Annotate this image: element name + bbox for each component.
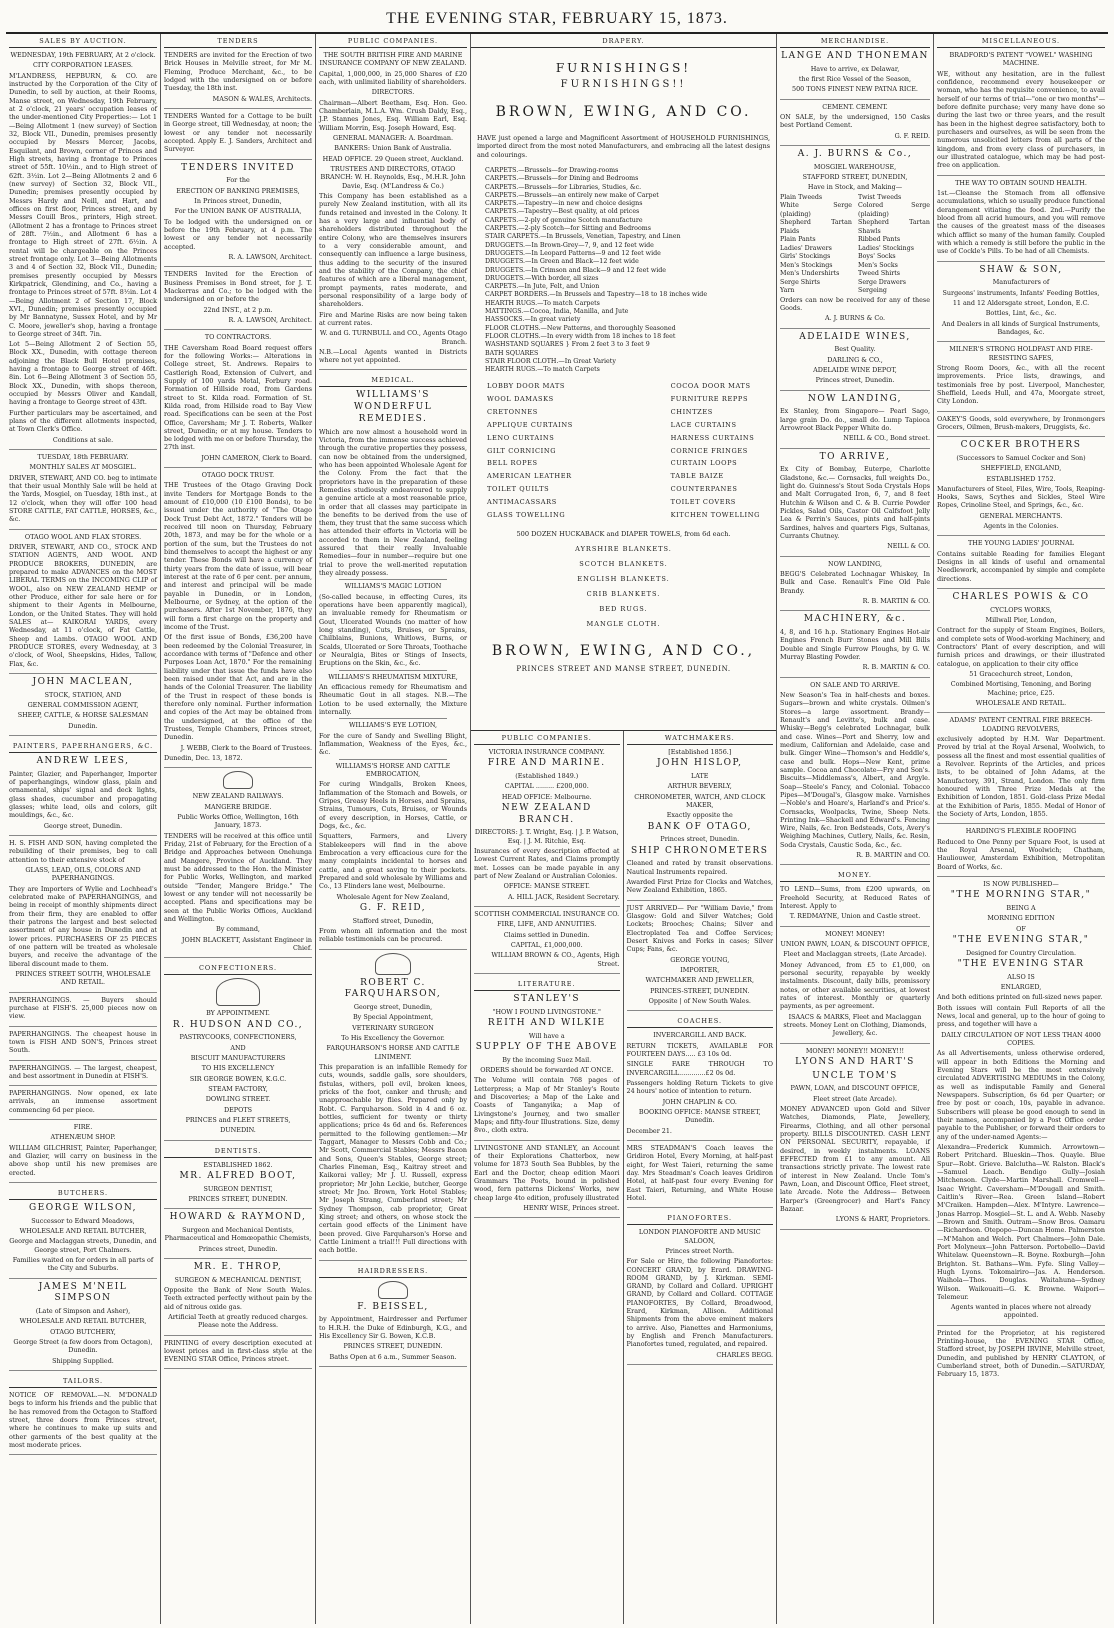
royal-arms-icon [375, 953, 411, 975]
column-7 [934, 34, 1108, 1624]
coat-of-arms-icon [223, 771, 253, 789]
advert: JAMES M'NEIL SIMPSON (Late of Simpson and Asher), WHOLESALE AND RETAIL BUTCHER, OTAGO BUTCHERY, George Street (a few doors from Octagon), Dunedin. Shipping Supplied. [9, 1282, 157, 1371]
section-header: MEDICAL. [319, 373, 467, 387]
list-item: BELL ROPES [487, 459, 538, 468]
list-item: HEARTH RUGS.—To match Carpets [485, 366, 600, 374]
list-item: DRUGGETS.—In Brown-Grey—7, 9, and 12 feet wide [485, 241, 654, 249]
advert: THE SOUTH BRITISH FIRE AND MARINE INSURANCE COMPANY OF NEW ZEALAND. Capital, 1,000,000, in 25,000 Shares of £20 each, with unlimited liability of shareholders. DIRECTORS. Chairman—Albert Beetham, Esq. Hon. Geo. Chamberlain, M.L.A. Wm. Crush Daldy, Esq., J.P. Stannes Jones, Esq. William Earl, Esq. William Morrin, Esq. Joseph Howard, Esq. GENERAL MANAGER: A. Boardman. BANKERS: Union Bank of Australia. HEAD OFFICE. 29 Queen street, Auckland. TRUSTEES AND DIRECTORS, OTAGO BRANCH: W. H. Reynolds, Esq., M.H.R. John Davie, Esq. (M'Landress & Co.) This Company has been established as a purely New Zealand institution, with all its funds retained and invested in the Colony. It has a very large and influential body of shareholders distributed throughout the entire Colony, who are themselves insurers to a very considerable amount, and consequently can influence a large business, thus adding to the security of the insured and the stability of the Company, the chief features of which are a liberal management, prompt payments, rates moderate, and personal responsibility of a large body of shareholders. Fire and Marine Risks are now being taken at current rates. W. and G. TURNBULL and CO., Agents Otago Branch. N.B.—Local Agents wanted in Districts where not yet appointed. [319, 51, 467, 370]
advert: FIRE. ATHENÆUM SHOP. WILLIAM GILCHRIST, Painter, Paperhanger, and Glazier, will carry on business in the above shop until his new premises are erected. [9, 1123, 157, 1183]
column-3 [316, 34, 471, 1624]
advert: GEORGE WILSON, Successor to Edward Meadows, WHOLESALE AND RETAIL BUTCHER, George and Maclaggan streets, Dunedin, and George street, Port Chalmers. Families waited on for orders in all parts of the City and Suburbs. [9, 1203, 157, 1279]
column-6 [777, 34, 934, 1624]
royal-arms-icon [216, 978, 260, 1006]
section-header: PUBLIC COMPANIES. [319, 34, 467, 48]
list-item: HEARTH RUGS.—To match Carpets [485, 299, 600, 307]
advert: ON SALE AND TO ARRIVE. New Season's Tea in half-chests and boxes. Sugars—brown and white crystals. Oilmen's Stores—a large assortment. Brandy—Renault's and Levitte's, bulk and case. Whisky—Begg's celebrated Lochnagar, bulk and case. Wines—Port and Sherry, low and medium, Californian and Adelaide, case and bulk. Ginger Wine—Thomson's and Heddle's, case and bulk. Hops—New Kent, prime sample. Cocoa and Chocolate—Fry and Son's. Biscuits—Middlemass's, Albert, and Argyle. Soap—Steele's Fancy, and Colonial. Tobacco Pipes—M'Dougal's, Glasgow make. Varnishes—Noble's and Hoare's, Harland's and Price's. Cornsacks, Woolpacks, Twine, Sheep Nets. Printing Ink—Shackell and Edward's. Fencing Wire, Nails, &c. Iron Bedsteads, Cots, Avery's Weighing Machines, Cutlery, Nails, &c. Resin, Soda Crystals, Caustic Soda, &c., &c. R. B. MARTIN and CO. [780, 681, 930, 866]
list-item: FLOOR CLOTHS.—New Patterns, and thoroughly Seasoned [485, 324, 676, 332]
advert: ANDREW LEES, Painter, Glazier, and Paperhanger, Importer of paperhangings, window glass, plain and ornamental, ships' signal and deck lights, glass shades, cucumber and propagating glasses; white lead, oils and colors, gilt mouldings, &c., &c. George street, Dunedin. [9, 756, 157, 836]
list-item: FURNITURE REPPS [670, 395, 749, 404]
list-item: LENO CURTAINS [487, 433, 555, 442]
masthead [6, 6, 1108, 34]
advert: OTAGO WOOL AND FLAX STORES. DRIVER, STEWART, AND CO., STOCK AND STATION AGENTS, AND WOOL AND PRODUCE BROKERS, DUNEDIN, are prepared to make ADVANCES on the MOST LIBERAL TERMS on the INCOMING CLIP of WOOL, also on NEW ZEALAND HEMP or other Produce, either for sale here or for shipment to their Agents in Melbourne, London, or the United States. They will hold SALES at— KAIKORAI YARDS, every Wednesday, at 11 o'clock, of Fat Cattle, Sheep and Lambs. OTAGO WOOL AND PRODUCE STORES, every Wednesday, at 3 o'clock, of Wool, Sheepskins, Hides, Tallow, Flax, &c. [9, 533, 157, 674]
list-item: CARPETS.—Brussels—an entirely new make of Carpet [485, 191, 659, 199]
advert: JOHN MACLEAN, STOCK, STATION, AND GENERAL COMMISSION AGENT, SHEEP, CATTLE, & HORSE SALESMAN Dunedin. [9, 677, 157, 736]
list-item: TOILET QUILTS [487, 485, 550, 494]
list-item: MATTINGS.—Cocoa, India, Manilla, and Jute [485, 308, 629, 316]
advert: TUESDAY, 18th FEBRUARY. MONTHLY SALES AT MOSGIEL. DRIVER, STEWART, AND CO. beg to intimate that their usual Monthly Sale will be held at the Yards, Mosgiel, on Tuesday, 18th inst., at 12 o'clock, when they will offer 100 head STORE CATTLE, FAT CATTLE, HORSES, &c., &c. [9, 453, 157, 530]
section-header: HAIRDRESSERS. [319, 1264, 467, 1278]
advert: ADAMS' PATENT CENTRAL FIRE BREECH-LOADING REVOLVERS, exclusively adopted by H.M. War Department. Proved by trial at the Royal Arsenal, Woolwich, to possess all the finest and most essential qualities of a Revolver. Reprints of the Articles, and prices lists, to be obtained of John Adams, at the Manufactory, 391, Strand, London. The only firm honoured with Three Prize Medals at the Exhibition of London, 1851. Gold-class Prize Medal at the Exhibition of Paris, 1855. Medal of Honor of the Society of Arts, London, 1855. [937, 716, 1105, 824]
section-header: MERCHANDISE. [780, 34, 930, 48]
section-header: PUBLIC COMPANIES. [474, 731, 620, 745]
advert: NOW LANDING, Ex Stanley, from Singapore— Pearl Sago, large grain Do. do., small do. Lump Tapioca Arrowroot Black Pepper White do. NEILL & CO., Bond street. [780, 394, 930, 449]
list-item: CRETONNES [487, 408, 538, 417]
advert: CHARLES POWIS & CO CYCLOPS WORKS, Millwall Pier, London, Contract for the supply of Steam Engines, Boilers, and complete sets of Wood-working Machinery, and Contractors' Plant of every description, and will furnish prices and drawings, or their illustrated catalogue, on application to their city office 51 Gracechurch street, London, Combined Mortising, Tenoning, and Boring Machine; price, £25. WHOLESALE AND RETAIL. [937, 592, 1105, 713]
advert: JUST ARRIVED— Per "William Davie," from Glasgow: Gold and Silver Watches; Gold Lockets; Brooches; Chains; Silver and Electroplated Tea and Coffee Services; Desert Knives and Forks in cases; Silver Cups; Fans, &c. GEORGE YOUNG, IMPORTER, WATCHMAKER AND JEWELLER, PRINCES-STREET, DUNEDIN. Opposite | of New South Wales. [627, 904, 774, 1012]
advert: LANGE AND THONEMAN Have to arrive, ex Delawar, the first Rice Vessel of the Season, 500 TONS FINEST NEW PATNA RICE. [780, 51, 930, 100]
advert: MILNER'S STRONG HOLDFAST AND FIRE-RESISTING SAFES, Strong Room Doors, &c., with all the recent improvements. Price lists, drawings, and testimonials free by post. Liverpool, Manchester, Sheffield, Leeds Hull, and 47a, Moorgate street, City London. [937, 345, 1105, 411]
column-2 [161, 34, 316, 1624]
advert: TENDERS Invited for the Erection of Business Premises in Bond street, for J. T. Mackerras and Co.; to be lodged with the undersigned on or before the 22nd INST., at 2 p.m. R. A. LAWSON, Architect. [164, 270, 312, 330]
drapery-advert: FURNISHINGS! FURNISHINGS!! BROWN, EWING, AND CO. HAVE just opened a large and Magnificent Assortment of HOUSEHOLD FURNISHINGS, imported direct from the most noted Manufacturers, and embracing all the latest designs and colourings. CARPETS.—Brussels—for Drawing-rooms CARPETS.—Brussels—for Dining and Bedrooms CARPETS.—Brussels—for Libraries, Studies, &c. CARPETS.—Brussels—an entirely new make of Carpet CARPETS.—Tapestry—in new and choice designs CARPETS.—Tapestry—Best quality, at old prices CARPETS.—2-ply of genuine Scotch manufacture CARPETS.—2-ply Scotch—for Sitting and Bedrooms STAIR CARPETS.—In Brussels, Venetian, Tapestry, and Linen DRUGGETS.—In Brown-Grey—7, 9, and 12 feet wide DRUGGETS.—In Leopard Patterns—9 and 12 feet wide DRUGGETS.—In Green and Black—12 feet wide DRUGGETS.—In Crimson and Black—9 and 12 feet wide DRUGGETS.—With border, all sizes CARPETS.—In Jute, Felt, and Union CARPET BORDERS.—In Brussels and Tapestry—18 to 18 inches wide HEARTH RUGS.—To match Carpets MATTINGS.—Cocoa, India, Manilla, and Jute HASSOCKS.—In great variety FLOOR CLOTHS.—New Patterns, and thoroughly Seasoned FLOOR CLOTHS.—In every width from 18 inches to 18 feet WASHSTAND SQUARES } From 2 feet 3 to 3 feet 9 BATH SQUARES STAIR FLOOR CLOTH.—In Great Variety HEARTH RUGS.—To match Carpets LOBBY DOOR MATS WOOL DAMASKS CRETONNES APPLIQUE CURTAINS LENO CURTAINS GILT CORNICING BELL ROPES AMERICAN LEATHER TOILET QUILTS ANTIMACASSARS GLASS TOWELLING COCOA DOOR MATS FURNITURE REPPS CHINTZES LACE CURTAINS HARNESS CURTAINS CORNICE FRINGES CURTAIN LOOPS TABLE BAIZE COUNTERPANES TOILET COVERS KITCHEN TOWELLING 500 DOZEN HUCKABACK and DIAPER TOWELS, from 6d each. AYRSHIRE BLANKETS. SCOTCH BLANKETS. ENGLISH BLANKETS. CRIB BLANKETS. BED RUGS. MANGLE CLOTH. BROWN, EWING, AND CO., PRINCES STREET AND MANSE STREET, DUNEDIN. [471, 51, 776, 731]
section-header: CONFECTIONERS. [164, 961, 312, 975]
list-item: DRUGGETS.—In Crimson and Black—9 and 12 feet wide [485, 266, 666, 274]
advert: VICTORIA INSURANCE COMPANY. FIRE AND MARINE. (Established 1849.) CAPITAL ......... £200,000. HEAD OFFICE: Melbourne. NEW ZEALAND BRANCH. DIRECTORS: J. T. Wright, Esq. | J. P. Watson, Esq. | J. M. Ritchie, Esq. Insurances of every description effected at Lowest Current Rates, and Claims promptly met. Losses can be made payable in any part of New Zealand or Australian Colonies. OFFICE: MANSE STREET. A. HILL JACK, Resident Secretary. [474, 748, 620, 907]
list-item: AMERICAN LEATHER [487, 472, 572, 481]
advert: BRADFORD'S PATENT "VOWEL" WASHING MACHINE. WE, without any hesitation, are in the fullest confidence, recommend every housekeeper or woman, who has the requisite convenience, to avail herself of our terms of trial—"one or two months"—before definite purchase; very many have done so during the last two or three years, and the result has been in the highest degree satisfactory, both to purchasers and ourselves, as will be seen from the numerous unsolicited letters from all parts of the kingdom, and from every class of purchasers, in our illustrated catalogue, which may be had post-free on application. [937, 51, 1105, 176]
carpet-list [477, 165, 770, 376]
advert: HOWARD & RAYMOND, Surgeon and Mechanical Dentists, Pharmaceutical and Homœopathic Chemists, Princes street, Dunedin. [164, 1212, 312, 1259]
section-header: WATCHMAKERS. [627, 731, 774, 745]
list-item: STAIR CARPETS.—In Brussels, Venetian, Tapestry, and Linen [485, 233, 681, 241]
imprint: Printed for the Proprietor, at his registered Printing-house, the EVENING STAR Office, Stafford street, by JOSEPH IRVINE, Melville street, Dunedin, and published by HENRY CLAYTON, of Cumberland street, both of Dunedin.—SATURDAY, February 15, 1873. [937, 1328, 1105, 1379]
list-item: TOILET COVERS [670, 498, 736, 506]
advert: CEMENT. CEMENT. ON SALE, by the undersigned, 150 Casks best Portland Cement. G. F. REID. [780, 103, 930, 146]
advert: [Established 1856.] JOHN HISLOP, LATE ARTHUR BEVERLY, CHRONOMETER, WATCH, AND CLOCK MAKER, Exactly opposite the BANK OF OTAGO, Princes street, Dunedin. SHIP CHRONOMETERS Cleaned and rated by transit observations. Nautical Instruments repaired. Awarded First Prize for Clocks and Watches, New Zealand Exhibition, 1865. [627, 748, 774, 901]
section-header: COACHES. [627, 1014, 774, 1028]
advert: INVERCARGILL AND BACK. RETURN TICKETS, AVAILABLE FOR FOURTEEN DAYS..... £3 10s 0d. SINGLE FARE THROUGH TO INVERCARGILL.............£2 0s 0d. Passengers holding Return Tickets to give 24 hours' notice of intention to return. JOHN CHAPLIN & CO. BOOKING OFFICE: MANSE STREET, Dunedin. December 21. [627, 1031, 774, 1141]
advert: ADELAIDE WINES, Best Quality. DARLING & CO., ADELAIDE WINE DEPOT, Princes street, Dunedin. [780, 332, 930, 391]
list-item: CARPETS.—Brussels—for Libraries, Studies, &c. [485, 183, 642, 191]
column-4-5 [471, 34, 777, 1624]
advert: TO CONTRACTORS. THE Caversham Road Board request offers for the following Works:— Alterations in College street, St. Andrews. Repairs to Castlerigh Road, Extension of Culvert, and Supply of 100 yards Metal, Forbury road. Formation of Hillside road, from Gardens street to St. Kilda road. Formation of St. Kilda road, from Hillside road to Bay View road. Specifications can be seen at the Post Office, Caversham; Mr J. T. Roberts, Walker street, Dunedin; or at my house. Tenders to be lodged with me on or before Thursday, the 27th inst. JOHN CAMERON, Clerk to Board. [164, 333, 312, 468]
section-header: LITERATURE. [474, 977, 620, 991]
advert: THE YOUNG LADIES' JOURNAL Contains suitable Reading for families Elegant Designs in all kinds of useful and ornamental Needlework, accompanied by simple and complete directions. [937, 539, 1105, 589]
list-item: HASSOCKS.—In great variety [485, 316, 581, 324]
list-item: DRUGGETS.—In Green and Black—12 feet wide [485, 258, 639, 266]
list-item: WASHSTAND SQUARES } From 2 feet 3 to 3 feet 9 [485, 341, 650, 349]
advert: MACHINERY, &c. 4, 8, and 16 h.p. Stationary Engines Hot-air Engines French Burr Stones and Mill Bills Double and Single Furrow Ploughs, by G. W. Murray Blasting Powder. R. B. MARTIN & CO. [780, 614, 930, 677]
advert: SCOTTISH COMMERCIAL INSURANCE CO. FIRE, LIFE, AND ANNUITIES. Claims settled in Dunedin. CAPITAL, £1,000,000. WILLIAM BROWN & CO., Agents, High Street. [474, 910, 620, 974]
advert: NOW LANDING, BEGG'S Celebrated Lochnagar Whiskey, In Bulk and Case. Renault's Fine Old Pale Brandy. R. B. MARTIN & CO. [780, 560, 930, 612]
advert: OAKEY'S Goods, sold everywhere, by Ironmongers Grocers, Oilmen, Brush-makers, Druggists, &c. [937, 415, 1105, 438]
list-item: HARNESS CURTAINS [670, 433, 755, 442]
advert: WILLIAMS'S WONDERFUL REMEDIES. Which are now almost a household word in Victoria, from the immense success achieved through the curative properties they possess, can now be obtained from the undersigned, who has been appointed Wholesale Agent for the Colony. From the fact that the proprietors have in the preparation of these Remedies studiously endeavoured to supply a genuine article at a most reasonable price, in order that all classes may participate in the benefits to be derived from the use of them, they trust that the same success which has attended their efforts in Victoria will be accorded to them in New Zealand, feeling assured that their really Invaluable Remedies—four in number—require but one trial to prove the well-merited reputation they already possess. WILLIAMS'S MAGIC LOTION (So-called because, in effecting Cures, its operations have been apparently magical), an invaluable remedy for Rheumatism or Gout, Ulcerated Wounds (no matter of how long standing), Cuts, Bruises, or Sprains, Chilblains, Bunions, Whitlows, Burns, or Scalds, Ulcerated or Sore Throats, Toothache or Neuralgia, Bites or Stings of Insects, Eruptions on the Skin, &c., &c. WILLIAMS'S RHEUMATISM MIXTURE, An efficacious remedy for Rheumatism and Rheumatic Gout in all stages. N.B.—The Lotion to be used externally, the Mixture internally. WILLIAMS'S EYE LOTION, For the cure of Sandy and Swelling Blight, Inflammation, Weakness of the Eyes, &c., &c. WILLIAMS'S HORSE AND CATTLE EMBROCATION, For curing Windgalls, Broken Knees, Inflammation of the Stomach and Bowels, or Gripes, Greasy Heels in Horses, and Sprains, Strains, Tumours, Cuts, Bruises, or Wounds of every description, in Horses, Cattle, or Dogs, &c., &c. Squatters, Farmers, and Livery Stablekeepers will find in the above Embrocation a very efficacious cure for the many complaints incidental to horses and cattle, and a great saving to their pockets. Prepared and sold wholesale by Williams and Co., 13 Flinders lane west, Melbourne. Wholesale Agent for New Zealand, G. F. REID, Stafford street, Dunedin, From whom all information and the most reliable testimonials can be procured. [319, 390, 467, 949]
list-item: CHINTZES [670, 408, 713, 417]
list-item: COUNTERPANES [670, 485, 738, 494]
advert: PAPERHANGINGS. — Buyers should purchase at FISH'S. 25,000 pieces now on view. [9, 996, 157, 1027]
advert: A. J. BURNS & Co., MOSGIEL WAREHOUSE, STAFFORD STREET, DUNEDIN, Have in Stock, and Making— Plain Tweeds White Serge (plaiding) Shepherd Tartan Plaids Plain Pants Ladies' Drawers Girls' Stockings Men's Stockings Men's Undershirts Serge Shirts Yarn Twist Tweeds Colored Serge (plaiding) Shepherd Tartan Shawls Ribbed Pants Ladies' Stockings Boys' Socks Men's Socks Tweed Shirts Serge Drawers Sergeing Orders can now be received for any of these Goods. A. J. BURNS & Co. [780, 149, 930, 329]
lower-subcolumns [471, 731, 776, 1624]
list-item: CURTAIN LOOPS [670, 459, 738, 468]
advert: MONEY! MONEY!! MONEY!!! LYONS AND HART'S UNCLE TOM'S PAWN, LOAN, and DISCOUNT OFFICE, Fleet street (late Arcade). MONEY ADVANCED upon Gold and Silver Watches, Diamonds, Plate, Jewellery, Firearms, Clothing, and all other personal property. BILLS DISCOUNTED. CASH LENT ON PERSONAL SECURITY, repayable, if desired, in weekly instalments. LOANS EFFECTED from £1 to any amount. All transactions strictly private. The lowest rate of interest in New Zealand. Uncle Tom's Pawn, Loan, and Discount Office, Fleet street, late Arcade. Note the Address— Between Harper's (Greengrocer) and Hart's Fancy Bazaar. LYONS & HART, Proprietors. [780, 1047, 930, 1230]
advert: OTAGO DOCK TRUST. THE Trustees of the Otago Graving Dock invite Tenders for Mortgage Bonds to the amount of £10,000 (10 £100 Bonds), to be issued under the authority of "The Otago Dock Trust Debt Act, 1872." Tenders will be received till noon on Thursday, February 20th, 1873, and may be for the whole or a portion of the sum, but the Trustees do not bind themselves to accept the highest or any tender. These Bonds will have a currency of thirty years from the date of issue, will bear interest at the rate of 6 per cent. per annum, and interest and principal will be made payable in Dunedin, or in London, Melbourne, or Sydney, at the option of the purchasers. After 1st November, 1876, they will form a first charge on the property and income of the Trust. Of the first issue of Bonds, £36,200 have been redeemed by the Colonial Treasurer, in accordance with terms of "Defence and other Purposes Loan Act, 1870." For the remaining liability under that issue the funds have also been raised under that Act, and are in the hands of the Colonial Treasurer. The liability of the Trust in respect of these bonds is therefore only nominal. Further information and copies of the Act may be obtained from the undersigned, at the office of the Trustees, Temple Chambers, Princes street, Dunedin. J. WEBB, Clerk to the Board of Trustees. Dunedin, Dec. 13, 1872. [164, 471, 312, 768]
list-item: COCOA DOOR MATS [670, 382, 751, 391]
list-item: TABLE BAIZE [670, 472, 724, 481]
list-item: GLASS TOWELLING [487, 510, 566, 519]
section-header: DRAPERY. [471, 34, 776, 48]
list-item: APPLIQUE CURTAINS [487, 420, 573, 429]
advert: LIVINGSTONE AND STANLEY, an Account of their Explorations Chatterbox, new volume for 1873 South Sea Bubbles, by the Earl and the Doctor, cheap edition Maori Grammars The Poets, bound in polished wood, fern patterns Dickens' Works, new cheap large 4to edition, profusely illustrated HENRY WISE, Princes street. [474, 1144, 620, 1219]
list-item: MANGLE CLOTH. [586, 620, 661, 629]
advert: SHAW & SON, Manufacturers of Surgeons' instruments, Infants' Feeding Bottles, 11 and 12 Aldersgate street, London, E.C. Bottles, Lint, &c., &c. And Dealers in all kinds of Surgical Instruments, Bandages, &c. [937, 265, 1105, 343]
advert: LONDON PIANOFORTE AND MUSIC SALOON, Princes street North. For Sale or Hire, the following Pianofortes: CONCERT GRAND, by Erard. DRAWING-ROOM GRAND, by J. Kirkman. SEMI-GRAND, by Collard and Collard. UPRIGHT GRAND, by Collard and Collard. COTTAGE PIANOFORTES, By Collard, Broadwood, Erard, Kirkman, Allison. Additional Shipments from the above eminent makers to arrive. Also, Pianettes and Harmoniums, by English and French Manufacturers. Pianofortes tuned, regulated, and repaired. CHARLES BEGG. [627, 1228, 774, 1365]
advert: STANLEY'S "HOW I FOUND LIVINGSTONE." REITH AND WILKIE Will have a SUPPLY OF THE ABOVE By the incoming Suez Mail. ORDERS should be forwarded AT ONCE. The Volume will contain 768 pages of Letterpress; a Map of Mr Stanley's Route and Discoveries; a Map of the Lake and Coasts of Tanganyika; a Map of Livingstone's Journey, and two smaller Maps; and fifty-four Illustrations. Size, demy 8vo., cloth extra. [474, 994, 620, 1141]
list-item: FLOOR CLOTHS.—In every width from 18 inches to 18 feet [485, 332, 676, 340]
advert: PAPERHANGINGS. The cheapest house in town is FISH AND SON'S, Princes street South. [9, 1030, 157, 1061]
advert: PAPERHANGINGS. Now opened, ex late arrivals, an immense assortment commencing 6d per piece. [9, 1089, 157, 1120]
advert: BY APPOINTMENT. R. HUDSON AND CO., PASTRYCOOKS, CONFECTIONERS, AND BISCUIT MANUFACTURERS TO HIS EXCELLENCY SIR GEORGE BOWEN, K.G.C. STEAM FACTORY, DOWLING STREET. DEPOTS PRINCES and FLEET STREETS, DUNEDIN. [164, 978, 312, 1140]
advert: ESTABLISHED 1862. MR. ALFRED BOOT, SURGEON DENTIST, PRINCES STREET, DUNEDIN. [164, 1161, 312, 1210]
advert: TO LEND—Sums, from £200 upwards, on Freehold Security, at Reduced Rates of Interest. Apply to T. REDMAYNE, Union and Castle street. [780, 885, 930, 926]
advert: NEW ZEALAND RAILWAYS. MANGERE BRIDGE. Public Works Office, Wellington, 16th January, 1873. TENDERS will be received at this office until Friday, 21st of February, for the Erection of a Bridge and Approaches between Onehunga and Mangere, Province of Auckland. They must be addressed to the Hon. the Minister for Public Works, Wellington, and marked outside "Tender, Mangere Bridge." The lowest or any tender will not necessarily be accepted. Plans and specifications may be seen at the Public Works Offices, Auckland and Wellington. By command, JOHN BLACKETT, Assistant Engineer in Chief. [164, 771, 312, 958]
list-item: BED RUGS. [599, 605, 648, 614]
advert: MRS STEADMAN'S Coach leaves the Gridiron Hotel, Every Morning, at half-past eight, for West Taieri, returning the same day. Mrs Steadman's Coach leaves Gridiron Hotel, at half-past four every Evening for East Taieri, Returning, and White House Hotel. [627, 1144, 774, 1208]
section-header: DENTISTS. [164, 1144, 312, 1158]
advert: PRINTING of every description executed at lowest prices and in first-class style at the EVENING STAR Office, Princes street. [164, 1339, 312, 1370]
list-item: STAIR FLOOR CLOTH.—In Great Variety [485, 357, 616, 365]
list-item: AYRSHIRE BLANKETS. [575, 544, 672, 553]
section-header: MONEY. [780, 868, 930, 882]
column-4-lower [471, 731, 624, 1624]
advert: NOTICE OF REMOVAL.—N. M'DONALD begs to inform his friends and the public that he has removed from the Octagon to Stafford street, three doors from Princes street, where he continues to make up suits and other garments of the best quality at the most moderate prices. [9, 1391, 157, 1455]
list-item: SCOTCH BLANKETS. [579, 559, 668, 568]
list-item: CARPETS.—Tapestry—in new and choice designs [485, 200, 643, 208]
advert: IS NOW PUBLISHED— "THE MORNING STAR," BEING A MORNING EDITION OF "THE EVENING STAR," Designed for Country Circulation. "THE EVENING STAR ALSO IS ENLARGED, And both editions printed on full-sized news paper. Both issues will contain Full Reports of all the News, local and general, up to the hour of going to press, and together will have a DAILY CIRCULATION OF NOT LESS THAN 4000 COPIES. As all Advertisements, unless otherwise ordered, will appear in both Editions the Morning and Evening Stars will be the most extensively circulated ADVERTISING MEDIUMS in the Colony, as well as indisputable Family and General Newspapers. Subscription, 6s 6d per Quarter; or free by post or coach, 10s, payable in advance. Subscribers will please be good enough to send in their names, accompanied by a Post Office order payable to the Publisher, or forward their orders to any of the under-named Agents:— Alexandra—Frederick Kummich. Arrowtown—Robert Pritchard. Blueskin—Thos. Quayle. Blue Spur—Robt. Grieve. Balclutha—W. Ralston. Black's—Samuel Leach. Bendigo Gully—Josiah Mitchenson. Clyde—Martin Marshall. Cromwell—Isaac Wright. Caversham—M'Dougall and Smith. Caitlin's River—Rea. Green Island—Robert M'Craiken. Hampden—Alex. M'Intyre. Lawrence—Jonas Harrop. Mosgiel—St. L. and A. Webb. Naseby—Brown and Smith. Outram—Snow Bros. Oamaru—Richardson. Otepopo—Duncan Home. Palmerston—M'Mahon and Welch. Port Chalmers—John Dale. Port Molyneux—John Patterson. Portobello—David Whitelaw. Queenstown—R. Boyne. Roxburgh—John Brighton. St. Bathans—Wm. Fyfe. Sling Valley—Hugh Lyons. Tokomairiro—Jas. A. Henderson. Waihola—Thos. Douglas. Waitahuna—Sydney Wilson. Waikouaiti—G. K. Browne. Waipori—Telemeur. Agents wanted in places where not already appointed. [937, 880, 1105, 1326]
list-item: CARPETS.—In Jute, Felt, and Union [485, 283, 600, 291]
advert: F. BEISSEL, by Appointment, Hairdresser and Perfumer to H.R.H. the Duke of Edinburgh, K.G., and His Excellency Sir G. Bowen, K.C.B. PRINCES STREET, DUNEDIN. Baths Open at 6 a.m., Summer Season. [319, 1281, 467, 1367]
list-item: ENGLISH BLANKETS. [577, 575, 670, 583]
section-header: PIANOFORTES. [627, 1211, 774, 1225]
advert: WEDNESDAY, 19th FEBRUARY, At 2 o'clock. CITY CORPORATION LEASES. M'LANDRESS, HEPBURN, & CO. are instructed by the Corporation of the City of Dunedin, to sell by auction, at their Rooms, Manse street, on Wednesday, 19th February, at 2 o'clock, 21 years' occupation leases of the under-mentioned City Properties:— Lot 1—Being Allotment 1 (new survey) of Section 32, Block VII., Dunedin, premises presently occupied by Messrs Mercer, Jacobs, Esquilant, and Brown, corner of Princes and High streets, having a frontage to Princes street of 55ft. 10½in., and to High street of 62ft. 3½in. Lot 2—Being Allotments 2 and 6 (new survey) of Section 32, Block VII., Dunedin; premises presently occupied by Messrs Hardy and Neill, and Hart, and offices on first floor, Princes street, and by Messrs Couill Bros., printers, High street. (Allotment 2 has a frontage to Princes street of 28ft. 7½in., and Allotment 6 has a frontage to High street of 27ft. 6½in. A rental will be chargeable on the Princes street frontage only. Lot 3—Being Allotments 3 and 4 of Section 32, Block VII., Dunedin; premises presently occupied by Messrs Kirkpatrick, Glendining, and Co., having a frontage to Princes street of 57ft. 8½in. Lot 4—Being Allotment 2 of Section 17, Block XVI., Dunedin; premises presently occupied by Mr Bannatyne, Sussex Hotel, and by Mr C. Moore, jeweller's shop, having a frontage to George street of 34ft. 7in. Lot 5—Being Allotment 2 of Section 55, Block XX., Dunedin, with cottage thereon adjoining the Black Bull Hotel premises, having a frontage to George street of 46ft. 8in. Lot 6—Being Allotment 3 of Section 55, Block XX., Dunedin, with shops thereon, occupied by Messrs Oliver and Kandall, having a frontage to George street of 43ft. Further particulars may be ascertained, and plans of the different allotments inspected, at Town Clerk's Office. Conditions at sale. [9, 51, 157, 450]
advert: ROBERT C. FARQUHARSON, George street, Dunedin, By Special Appointment, VETERINARY SURGEON To His Excellency the Governor. FARQUHARSON'S HORSE AND CATTLE LINIMENT. This preparation is an infallible Remedy for cuts, wounds, saddle galls, sore shoulders, fistulas, withers, poll evil, broken knees, pricks of the foot, canker and thrush; and unapproachable by flies. Prepared only by Robt. C. Farquharson. Sold in 4 and 6 oz. bottles, sufficient for twenty or thirty applications; price 4s 6d and 6s. References permitted to the following gentlemen:—Mr Taggart, Manager to Messrs Cobb and Co.; Mr Scott, Commercial Stables; Messrs Bacon and Sons, Queen's Stables, George street; Charles Fineman, Esq., Kaitray street and Kaikorai valley; Mr J. U. Russell, express proprietor; Mr John Leckie, butcher, George street; Mr Jno. Brown, York Hotel Stables; Mr Joseph Strang, Cumberland street; Mr Sydney Thompson, cab proprietor, Great King street; and others, on whose stock the certain good effects of the Liniment have been proved. Give Farquharson's Horse and Cattle Liniment a trial!!! Full directions with each bottle. [319, 953, 467, 1261]
royal-arms-icon [378, 1281, 408, 1299]
section-header: TENDERS [164, 34, 312, 48]
section-header: MISCELLANEOUS. [937, 34, 1105, 48]
advert: TENDERS are invited for the Erection of two Brick Houses in Melville street, for Mr M. Fleming, Produce Merchant, &c., to be lodged with the undersigned on or before Tuesday, the 18th inst. MASON & WALES, Architects. [164, 51, 312, 109]
column-1 [6, 34, 161, 1624]
list-item: CARPETS.—Brussels—for Dining and Bedrooms [485, 175, 639, 183]
list-item: KITCHEN TOWELLING [670, 510, 760, 519]
section-header: PAINTERS, PAPERHANGERS, &C. [9, 739, 157, 753]
list-item: ANTIMACASSARS [487, 498, 557, 506]
section-header: SALES BY AUCTION. [9, 34, 157, 48]
advert: TENDERS Wanted for a Cottage to be built in George street, till Wednesday, at noon; the lowest or any tender not necessarily accepted. Apply E. J. Sanders, Architect and Surveyor. [164, 112, 312, 160]
list-item: CRIB BLANKETS. [586, 590, 661, 599]
advert: COCKER BROTHERS (Successors to Samuel Cocker and Son) SHEFFIELD, ENGLAND, ESTABLISHED 1752. Manufacturers of Steel, Files, Wire, Tools, Reaping-Hooks, Saws, Scythes and Sickles, Steel Wire Ropes, Crinoline Steel, and Springs, &c., &c. GENERAL MERCHANTS. Agents in the Colonies. [937, 440, 1105, 536]
list-item: LACE CURTAINS [670, 420, 737, 429]
page-title: THE EVENING STAR, FEBRUARY 15, 1873. [386, 10, 728, 27]
section-header: TAILORS. [9, 1374, 157, 1388]
advert: TENDERS INVITED For the ERECTION OF BANKING PREMISES, In Princes street, Dunedin, For the UNION BANK OF AUSTRALIA, To be lodged with the undersigned on or before the 19th February, at 4 p.m. The lowest or any tender not necessarily accepted. R. A. LAWSON, Architect. [164, 163, 312, 268]
list-item: CARPETS.—Tapestry—Best quality, at old prices [485, 208, 640, 216]
list-item: CARPETS.—2-ply Scotch—for Sitting and Bedrooms [485, 225, 651, 233]
advert: H. S. FISH AND SON, having completed the rebuilding of their premises, beg to call attention to their extensive stock of GLASS, LEAD, OILS, COLORS AND PAPERHANGINGS. They are Importers of Wylie and Lochhead's celebrated make of PAPERHANGINGS, and being in receipt of monthly shipments direct from their firm, they are enabled to offer their patrons the largest and best selected assortment of any house in Dunedin and at lower prices. PURCHASERS OF 25 PIECES of one pattern will be treated as wholesale buyers, and receive the advantage of the liberal discount made to them. PRINCES STREET SOUTH, WHOLESALE AND RETAIL. [9, 839, 157, 993]
list-item: CORNICE FRINGES [670, 446, 748, 455]
list-item: WOOL DAMASKS [487, 395, 554, 404]
column-5-lower [624, 731, 777, 1624]
advert: PAPERHANGINGS. — The largest, cheapest, and best assortment in Dunedin at FISH'S. [9, 1064, 157, 1087]
list-item: DRUGGETS.—With border, all sizes [485, 274, 599, 282]
section-header: BUTCHERS. [9, 1186, 157, 1200]
list-item: BATH SQUARES [485, 349, 539, 357]
advert: MONEY! MONEY! UNION PAWN, LOAN, & DISCOUNT OFFICE, Fleet and Maclaggan streets, (Late Arcade). Money Advanced, from £5 to £1,000, on personal security, repayable by weekly instalments. Discount, daily bills, promissory notes, or other available securities, at lowest rates of interest. Monthly or quarterly payments, as per agreement. ISAACS & MARKS, Fleet and Maclaggan streets. Money Lent on Clothing, Diamonds, Jewellery, &c. [780, 930, 930, 1044]
advert: THE WAY TO OBTAIN SOUND HEALTH. 1st.—Cleanse the Stomach from all offensive accumulations, which so usually produce functional derangement vitiating the food. 2nd.—Purify the blood from all acrid humours, and you will remove the causes of the greatest mass of the diseases which afflict so many of the human family. Coupled with which a remedy is still before the public in the use of Cockle's Pills. To be had of all Chemists. [937, 179, 1105, 262]
list-item: LOBBY DOOR MATS [487, 382, 566, 391]
list-item: CARPETS.—Brussels—for Drawing-rooms [485, 166, 619, 174]
list-item: CARPETS.—2-ply of genuine Scotch manufacture [485, 216, 643, 224]
list-item: CARPET BORDERS.—In Brussels and Tapestry—18 to 18 inches wide [485, 291, 708, 299]
columns [6, 34, 1108, 1624]
advert: TO ARRIVE, Ex City of Bombay, Euterpe, Charlotte Gladstone, &c.— Cornsacks, full weights Do., light do. Guinness's Stout Soda Crystals Hops and Malt Corrugated Iron, 6, 7, and 8 feet Hutchin & Wilson and C. & B. Currie Powder Pickles, Salad Oils, Castor Oil Calfsfoot Jelly Lea & Perrin's Sauces, pints and half-pints Sardines, halves and quarters Figs, Sultanas, Currants Chutney. NEILL & CO. [780, 452, 930, 557]
advert: MR. E. THROP, SURGEON & MECHANICAL DENTIST, Opposite the Bank of New South Wales. Teeth extracted perfectly without pain by the aid of nitrous oxide gas. Artificial Teeth at greatly reduced charges. Please note the Address. [164, 1262, 312, 1336]
advert: HARDING'S FLEXIBLE ROOFING Reduced to One Penny per Square Foot, is used at the Royal Arsenal, Woolwich; Chatham, Hauliouwer, Amsterdam Exhibition, Metropolitan Board of Works, &c. [937, 827, 1105, 877]
list-item: GILT CORNICING [487, 446, 557, 455]
list-item: DRUGGETS.—In Leopard Patterns—9 and 12 feet wide [485, 249, 661, 257]
